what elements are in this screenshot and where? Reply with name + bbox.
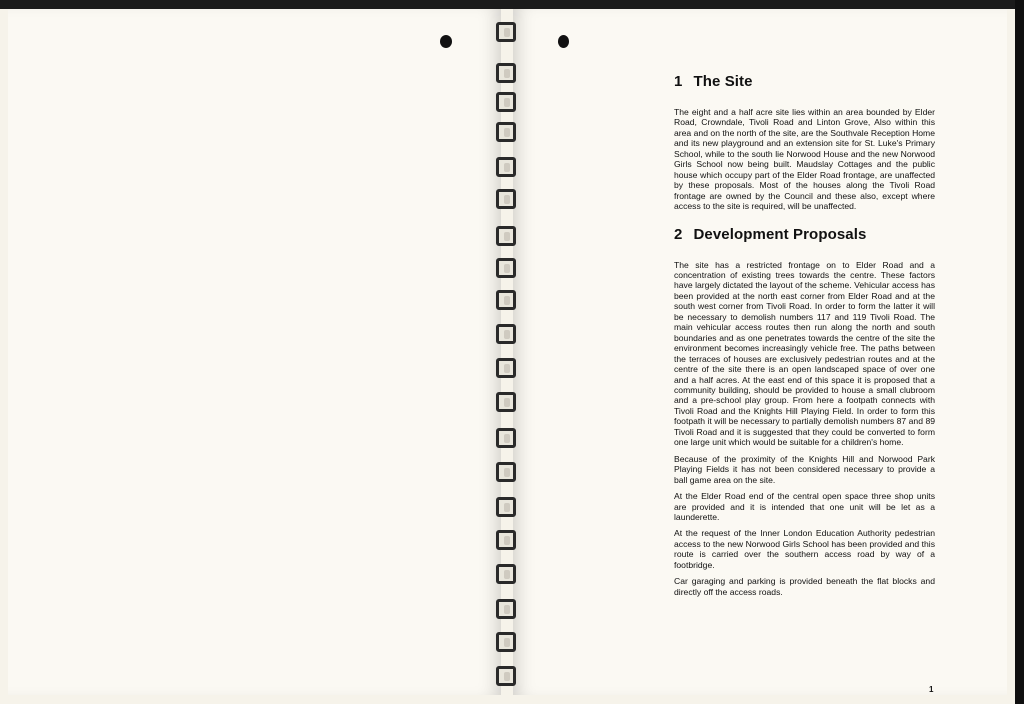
spiral-binding [492,10,522,700]
binding-ring [496,290,516,310]
left-page-blank [8,9,501,695]
binding-ring [496,462,516,482]
binding-ring [496,530,516,550]
page-content [674,73,935,603]
binding-ring [496,258,516,278]
section-number: 2 [674,225,683,243]
section-heading-site [674,73,935,90]
binding-ring [496,666,516,686]
paragraph: The eight and a half acre site lies within an area bounded by Elder Road, Crowndale, Tivoli Road and Linton Grove, Also within this area and on the north of the site, are the Southvale Reception Home and its new playground and an extension site for St. Luke's Primary School, while to the south lie Norwood House and the new Norwood Girls School now being built. Maudslay Cottages and the public house which occupy part of the Elder Road frontage, are unaffected by these proposals. Most of the houses along the Tivoli Road frontage are owned by the Council and these also, except where access to the site is required, will be unaffected. [674,107,935,212]
paragraph: At the Elder Road end of the central open space three shop units are provided and it is intended that one unit will be let as a launderette. [674,491,935,522]
binding-ring [496,63,516,83]
paragraph: At the request of the Inner London Education Authority pedestrian access to the new Norwood Girls School has been provided and this route is carried over the southern access road by way of a footbridge. [674,528,935,570]
section-number: 1 [674,73,683,90]
section-title: The Site [693,73,753,90]
scan-top-edge [0,0,1024,9]
section-heading-development [674,226,935,243]
paragraph: The site has a restricted frontage on to Elder Road and a concentration of existing trees towards the centre. These factors have largely dictated the layout of the scheme. Vehicular access has been provided at the north east corner from Elder Road and at the south west corner from Tivoli Road. In order to form the latter it will be necessary to demolish numbers 117 and 119 Tivoli Road. The main vehicular access routes then run along the north and south boundaries and as one penetrates towards the centre of the site the environment becomes increasingly vehicle free. The paths between the terraces of houses are exclusively pedestrian routes and at the centre of the site there is an open landscaped space of over one and a half acres. At the east end of this space it is proposed that a community building, should be provided to house a small clubroom and a pre-school play group. From here a footpath connects with Tivoli Road and the Knights Hill Playing Field. In order to form this footpath it will be necessary to partially demolish numbers 87 and 89 Tivoli Road and it is suggested that they could be converted to form one large unit which would be suitable for a children's home. [674,259,935,448]
section-title: Development Proposals [693,225,867,243]
paragraph: Because of the proximity of the Knights Hill and Norwood Park Playing Fields it has not been considered necessary to provide a ball game area on the site. [674,453,935,485]
punch-hole [558,35,569,48]
page-number: 1 [929,685,934,694]
binding-ring [496,358,516,378]
paragraph: Car garaging and parking is provided beneath the flat blocks and directly off the access roads. [674,576,935,597]
binding-ring [496,632,516,652]
binding-ring [496,92,516,112]
binding-ring [496,22,516,42]
punch-hole [440,35,452,48]
binding-ring [496,564,516,584]
binding-ring [496,599,516,619]
binding-ring [496,157,516,177]
binding-ring [496,392,516,412]
binding-ring [496,226,516,246]
binding-ring [496,324,516,344]
binding-ring [496,122,516,142]
binding-ring [496,189,516,209]
scan-right-edge [1015,0,1024,704]
binding-ring [496,497,516,517]
binding-ring [496,428,516,448]
